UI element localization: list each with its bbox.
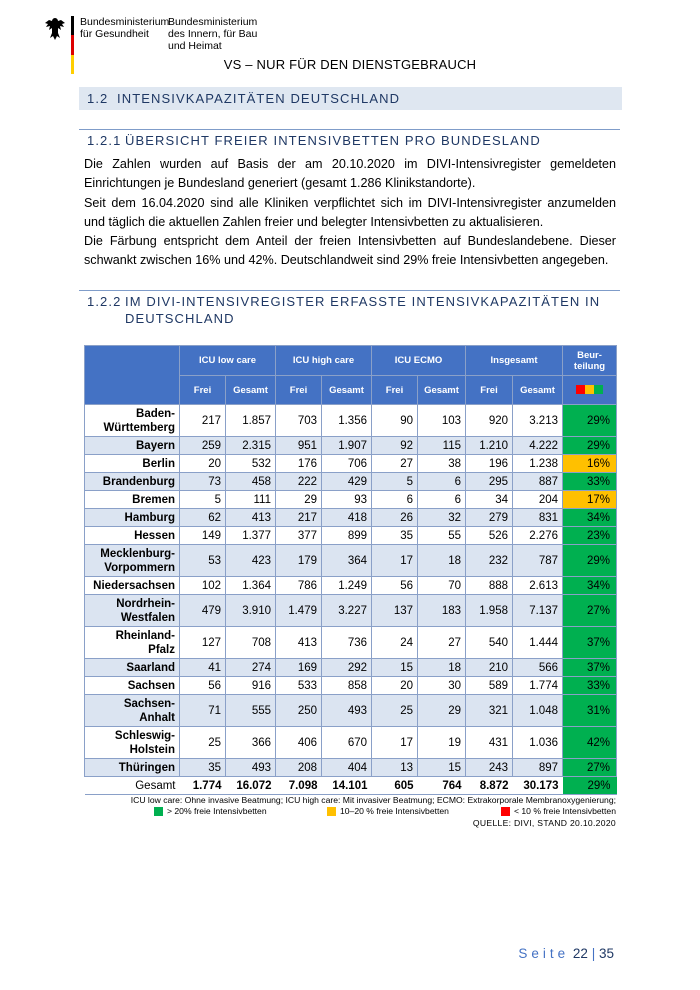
value-cell: 169: [276, 659, 322, 677]
table-row: [85, 577, 617, 595]
value-cell: 1.444: [513, 627, 563, 659]
value-cell: 55: [418, 527, 466, 545]
table-row: [85, 455, 617, 473]
value-cell: 16.072: [226, 777, 276, 795]
table-row: [85, 491, 617, 509]
value-cell: 1.356: [322, 405, 372, 437]
value-cell: 35: [372, 527, 418, 545]
free-percentage: 29%: [563, 777, 617, 795]
header-icu-ecmo: ICU ECMO: [372, 346, 466, 376]
value-cell: 3.227: [322, 595, 372, 627]
free-percentage: 17%: [563, 491, 617, 509]
value-cell: 431: [466, 727, 513, 759]
value-cell: 196: [466, 455, 513, 473]
value-cell: 377: [276, 527, 322, 545]
value-cell: 30: [418, 677, 466, 695]
value-cell: 18: [418, 659, 466, 677]
value-cell: 670: [322, 727, 372, 759]
value-cell: 103: [418, 405, 466, 437]
value-cell: 149: [180, 527, 226, 545]
value-cell: 364: [322, 545, 372, 577]
value-cell: 787: [513, 545, 563, 577]
value-cell: 26: [372, 509, 418, 527]
bundesland-name: Nordrhein- Westfalen: [85, 595, 180, 627]
value-cell: 295: [466, 473, 513, 491]
value-cell: 1.036: [513, 727, 563, 759]
header-beurteilung: Beur- teilung: [563, 346, 617, 376]
value-cell: 916: [226, 677, 276, 695]
value-cell: 5: [180, 491, 226, 509]
subsection-heading-1: 1.2.1 ÜBERSICHT FREIER INTENSIVBETTEN PRO BUNDESLAND: [87, 133, 541, 148]
value-cell: 5: [372, 473, 418, 491]
value-cell: 6: [418, 491, 466, 509]
value-cell: 6: [372, 491, 418, 509]
value-cell: 15: [418, 759, 466, 777]
table-row: [85, 545, 617, 577]
classification-label: VS – NUR FÜR DEN DIENSTGEBRAUCH: [223, 57, 477, 72]
value-cell: 102: [180, 577, 226, 595]
green-swatch-icon: [594, 385, 603, 394]
value-cell: 458: [226, 473, 276, 491]
free-percentage: 27%: [563, 595, 617, 627]
value-cell: 25: [372, 695, 418, 727]
value-cell: 413: [226, 509, 276, 527]
legend-red: < 10 % freie Intensivbetten: [501, 806, 616, 816]
value-cell: 479: [180, 595, 226, 627]
table-row: [85, 695, 617, 727]
header-icu-low-care: ICU low care: [180, 346, 276, 376]
icu-capacity-table: [84, 345, 617, 795]
value-cell: 25: [180, 727, 226, 759]
table-row: [85, 405, 617, 437]
table-row: [85, 473, 617, 491]
value-cell: 1.857: [226, 405, 276, 437]
value-cell: 1.479: [276, 595, 322, 627]
value-cell: 736: [322, 627, 372, 659]
value-cell: 899: [322, 527, 372, 545]
value-cell: 1.364: [226, 577, 276, 595]
free-percentage: 16%: [563, 455, 617, 473]
header-frei: Frei: [276, 376, 322, 405]
value-cell: 92: [372, 437, 418, 455]
table-row: [85, 437, 617, 455]
bundesland-name: Gesamt: [85, 777, 180, 795]
value-cell: 32: [418, 509, 466, 527]
header-land: [85, 346, 180, 405]
value-cell: 127: [180, 627, 226, 659]
free-percentage: 23%: [563, 527, 617, 545]
value-cell: 3.213: [513, 405, 563, 437]
legend-green: > 20% freie Intensivbetten: [154, 806, 267, 816]
value-cell: 35: [180, 759, 226, 777]
value-cell: 204: [513, 491, 563, 509]
value-cell: 951: [276, 437, 322, 455]
value-cell: 274: [226, 659, 276, 677]
value-cell: 858: [322, 677, 372, 695]
legend-yellow: 10–20 % freie Intensivbetten: [327, 806, 449, 816]
value-cell: 24: [372, 627, 418, 659]
value-cell: 3.910: [226, 595, 276, 627]
value-cell: 279: [466, 509, 513, 527]
paragraph-3: Die Färbung entspricht dem Anteil der freien Intensivbetten auf Bundeslandebene. Dieser schwankt zwischen 16% und 42%. Deutschlandweit sind 29% freie Intensivbetten angegeben.: [84, 234, 616, 268]
value-cell: 20: [180, 455, 226, 473]
free-percentage: 29%: [563, 405, 617, 437]
value-cell: 179: [276, 545, 322, 577]
value-cell: 2.613: [513, 577, 563, 595]
value-cell: 29: [276, 491, 322, 509]
header-gesamt: Gesamt: [418, 376, 466, 405]
value-cell: 366: [226, 727, 276, 759]
value-cell: 41: [180, 659, 226, 677]
value-cell: 703: [276, 405, 322, 437]
intro-text: [84, 155, 616, 271]
value-cell: 210: [466, 659, 513, 677]
value-cell: 897: [513, 759, 563, 777]
value-cell: 429: [322, 473, 372, 491]
bundesland-name: Baden- Württemberg: [85, 405, 180, 437]
value-cell: 526: [466, 527, 513, 545]
value-cell: 20: [372, 677, 418, 695]
value-cell: 7.137: [513, 595, 563, 627]
yellow-swatch-icon: [585, 385, 594, 394]
value-cell: 27: [372, 455, 418, 473]
value-cell: 2.315: [226, 437, 276, 455]
value-cell: 321: [466, 695, 513, 727]
yellow-swatch-icon: [327, 807, 336, 816]
value-cell: 115: [418, 437, 466, 455]
bundesland-name: Schleswig- Holstein: [85, 727, 180, 759]
value-cell: 605: [372, 777, 418, 795]
value-cell: 73: [180, 473, 226, 491]
paragraph-2: Seit dem 16.04.2020 sind alle Kliniken verpflichtet sich im DIVI-Intensivregister anzumelden und täglich die aktuellen Zahlen freier und belegter Intensivbetten zu aktualisieren.: [84, 195, 616, 229]
bundesland-name: Hessen: [85, 527, 180, 545]
value-cell: 222: [276, 473, 322, 491]
value-cell: 18: [418, 545, 466, 577]
table-total-row: [85, 777, 617, 795]
green-swatch-icon: [154, 807, 163, 816]
free-percentage: 29%: [563, 545, 617, 577]
red-swatch-icon: [501, 807, 510, 816]
value-cell: 493: [226, 759, 276, 777]
free-percentage: 31%: [563, 695, 617, 727]
value-cell: 53: [180, 545, 226, 577]
value-cell: 217: [276, 509, 322, 527]
header-frei: Frei: [180, 376, 226, 405]
value-cell: 176: [276, 455, 322, 473]
value-cell: 533: [276, 677, 322, 695]
value-cell: 217: [180, 405, 226, 437]
value-cell: 232: [466, 545, 513, 577]
free-percentage: 33%: [563, 473, 617, 491]
free-percentage: 29%: [563, 437, 617, 455]
header-frei: Frei: [466, 376, 513, 405]
value-cell: 493: [322, 695, 372, 727]
value-cell: 56: [372, 577, 418, 595]
table-row: [85, 509, 617, 527]
paragraph-1: Die Zahlen wurden auf Basis der am 20.10.2020 im DIVI-Intensivregister gemeldeten Einrichtungen je Bundesland generiert (gesamt 1.286 Klinikstandorte).: [84, 157, 616, 191]
value-cell: 15: [372, 659, 418, 677]
ministry-health: Bundesministerium für Gesundheit: [80, 16, 170, 40]
value-cell: 250: [276, 695, 322, 727]
value-cell: 418: [322, 509, 372, 527]
value-cell: 764: [418, 777, 466, 795]
bundesland-name: Thüringen: [85, 759, 180, 777]
value-cell: 6: [418, 473, 466, 491]
value-cell: 19: [418, 727, 466, 759]
header-gesamt: Gesamt: [322, 376, 372, 405]
table-row: [85, 595, 617, 627]
section-heading: 1.2 INTENSIVKAPAZITÄTEN DEUTSCHLAND: [87, 91, 401, 106]
table-row: [85, 659, 617, 677]
value-cell: 1.774: [513, 677, 563, 695]
free-percentage: 42%: [563, 727, 617, 759]
value-cell: 406: [276, 727, 322, 759]
value-cell: 555: [226, 695, 276, 727]
value-cell: 137: [372, 595, 418, 627]
bundesland-name: Bremen: [85, 491, 180, 509]
value-cell: 423: [226, 545, 276, 577]
value-cell: 589: [466, 677, 513, 695]
bundesland-name: Saarland: [85, 659, 180, 677]
ministry-interior: Bundesministerium des Innern, für Bau und Heimat: [168, 16, 258, 52]
value-cell: 34: [466, 491, 513, 509]
value-cell: 1.238: [513, 455, 563, 473]
bundesland-name: Bayern: [85, 437, 180, 455]
table-header-groups: [85, 346, 617, 376]
value-cell: 4.222: [513, 437, 563, 455]
header-frei: Frei: [372, 376, 418, 405]
table-row: [85, 677, 617, 695]
value-cell: 56: [180, 677, 226, 695]
value-cell: 888: [466, 577, 513, 595]
value-cell: 13: [372, 759, 418, 777]
value-cell: 183: [418, 595, 466, 627]
header-gesamt: Gesamt: [513, 376, 563, 405]
bundesland-name: Sachsen: [85, 677, 180, 695]
free-percentage: 37%: [563, 659, 617, 677]
bundesland-name: Hamburg: [85, 509, 180, 527]
value-cell: 566: [513, 659, 563, 677]
table-row: [85, 727, 617, 759]
value-cell: 1.907: [322, 437, 372, 455]
value-cell: 38: [418, 455, 466, 473]
value-cell: 27: [418, 627, 466, 659]
value-cell: 71: [180, 695, 226, 727]
value-cell: 1.210: [466, 437, 513, 455]
federal-eagle-icon: [44, 16, 66, 42]
subsection-heading-2-line2: DEUTSCHLAND: [125, 311, 235, 326]
bundesland-name: Sachsen- Anhalt: [85, 695, 180, 727]
table-footnote: ICU low care: Ohne invasive Beatmung; ICU high care: Mit invasiver Beatmung; ECMO: Extrakorporale Membranoxygenierung;: [130, 795, 616, 805]
header-insgesamt: Insgesamt: [466, 346, 563, 376]
divider: [79, 290, 620, 291]
value-cell: 540: [466, 627, 513, 659]
value-cell: 243: [466, 759, 513, 777]
value-cell: 831: [513, 509, 563, 527]
value-cell: 70: [418, 577, 466, 595]
source-note: QUELLE: DIVI, STAND 20.10.2020: [472, 818, 616, 828]
header-color-key: [563, 376, 617, 405]
value-cell: 14.101: [322, 777, 372, 795]
value-cell: 30.173: [513, 777, 563, 795]
value-cell: 1.048: [513, 695, 563, 727]
header-gesamt: Gesamt: [226, 376, 276, 405]
value-cell: 292: [322, 659, 372, 677]
value-cell: 93: [322, 491, 372, 509]
value-cell: 413: [276, 627, 322, 659]
free-percentage: 27%: [563, 759, 617, 777]
value-cell: 259: [180, 437, 226, 455]
free-percentage: 34%: [563, 509, 617, 527]
bundesland-name: Brandenburg: [85, 473, 180, 491]
value-cell: 1.774: [180, 777, 226, 795]
value-cell: 706: [322, 455, 372, 473]
value-cell: 17: [372, 545, 418, 577]
value-cell: 920: [466, 405, 513, 437]
value-cell: 29: [418, 695, 466, 727]
value-cell: 532: [226, 455, 276, 473]
value-cell: 2.276: [513, 527, 563, 545]
value-cell: 111: [226, 491, 276, 509]
table-row: [85, 627, 617, 659]
value-cell: 7.098: [276, 777, 322, 795]
value-cell: 708: [226, 627, 276, 659]
value-cell: 17: [372, 727, 418, 759]
subsection-heading-2: 1.2.2 IM DIVI-INTENSIVREGISTER ERFASSTE INTENSIVKAPAZITÄTEN IN: [87, 294, 601, 309]
value-cell: 1.958: [466, 595, 513, 627]
free-percentage: 34%: [563, 577, 617, 595]
header-icu-high-care: ICU high care: [276, 346, 372, 376]
bundesland-name: Rheinland- Pfalz: [85, 627, 180, 659]
value-cell: 90: [372, 405, 418, 437]
value-cell: 8.872: [466, 777, 513, 795]
free-percentage: 33%: [563, 677, 617, 695]
value-cell: 1.249: [322, 577, 372, 595]
page-number: Seite 22 | 35: [518, 946, 614, 961]
value-cell: 1.377: [226, 527, 276, 545]
value-cell: 62: [180, 509, 226, 527]
bundesland-name: Niedersachsen: [85, 577, 180, 595]
value-cell: 404: [322, 759, 372, 777]
value-cell: 887: [513, 473, 563, 491]
table-row: [85, 527, 617, 545]
divider: [79, 129, 620, 130]
free-percentage: 37%: [563, 627, 617, 659]
value-cell: 786: [276, 577, 322, 595]
red-swatch-icon: [576, 385, 585, 394]
bundesland-name: Mecklenburg- Vorpommern: [85, 545, 180, 577]
value-cell: 208: [276, 759, 322, 777]
table-row: [85, 759, 617, 777]
bundesland-name: Berlin: [85, 455, 180, 473]
